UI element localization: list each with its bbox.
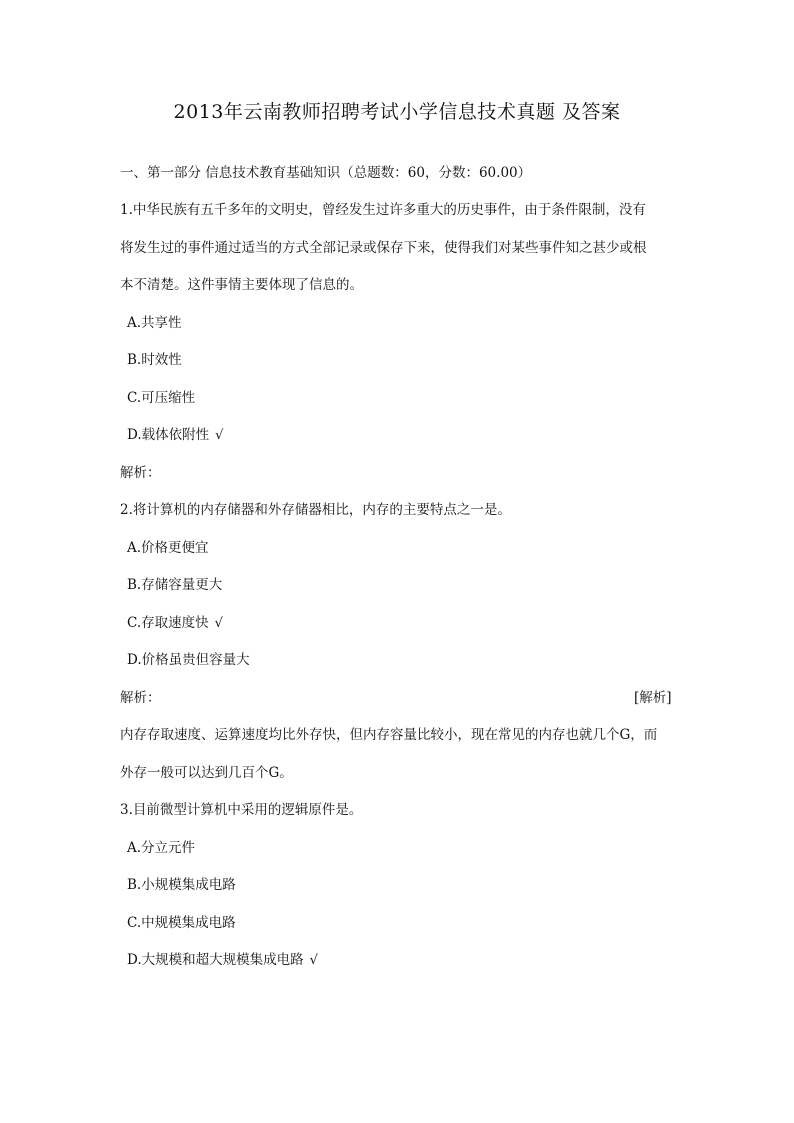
checkmark-icon: √ [215, 428, 224, 443]
question-2-option-c-label: C.存取速度快 [127, 615, 209, 631]
question-2-option-a: A.价格更便宜 [127, 540, 209, 556]
question-1-text-line-2: 将发生过的事件通过适当的方式全部记录或保存下来，使得我们对某些事件知之甚少或根 [120, 240, 647, 256]
checkmark-icon: √ [309, 953, 318, 968]
question-1-analysis-label: 解析： [120, 465, 161, 481]
question-2-text-line-1: 2.将计算机的内存储器和外存储器相比，内存的主要特点之一是。 [120, 502, 511, 518]
question-2-analysis-tag: [解析] [634, 690, 672, 706]
section-heading: 一、第一部分 信息技术教育基础知识（总题数：60，分数：60.00） [120, 165, 532, 181]
question-1-option-c: C.可压缩性 [127, 390, 196, 406]
question-1-option-d-label: D.载体依附性 [127, 427, 210, 443]
question-2-option-b: B.存储容量更大 [127, 577, 223, 593]
question-2-explanation-line-1: 内存存取速度、运算速度均比外存快，但内存容量比较小，现在常见的内存也就几个G，而 [120, 727, 658, 743]
checkmark-icon: √ [214, 616, 223, 631]
question-2-option-d: D.价格虽贵但容量大 [127, 652, 250, 668]
question-2-option-c [127, 611, 223, 631]
question-2-explanation-line-2: 外存一般可以达到几百个G。 [120, 765, 293, 781]
question-3-option-b: B.小规模集成电路 [127, 877, 236, 893]
question-2-analysis-label: 解析： [120, 690, 161, 706]
question-1-option-b: B.时效性 [127, 352, 182, 368]
question-3-option-a: A.分立元件 [127, 840, 196, 856]
question-3-option-c: C.中规模集成电路 [127, 915, 236, 931]
question-1-text-line-1: 1.中华民族有五千多年的文明史，曾经发生过许多重大的历史事件，由于条件限制，没有 [120, 202, 646, 218]
question-3-text-line-1: 3.目前微型计算机中采用的逻辑原件是。 [120, 802, 363, 818]
page-title: 2013年云南教师招聘考试小学信息技术真题 及答案 [173, 101, 621, 123]
question-3-option-d-label: D.大规模和超大规模集成电路 [127, 952, 304, 968]
question-1-option-a: A.共享性 [127, 315, 182, 331]
question-1-text-line-3: 本不清楚。这件事情主要体现了信息的。 [120, 277, 363, 293]
question-1-option-d [127, 423, 223, 443]
question-3-option-d [127, 948, 318, 968]
